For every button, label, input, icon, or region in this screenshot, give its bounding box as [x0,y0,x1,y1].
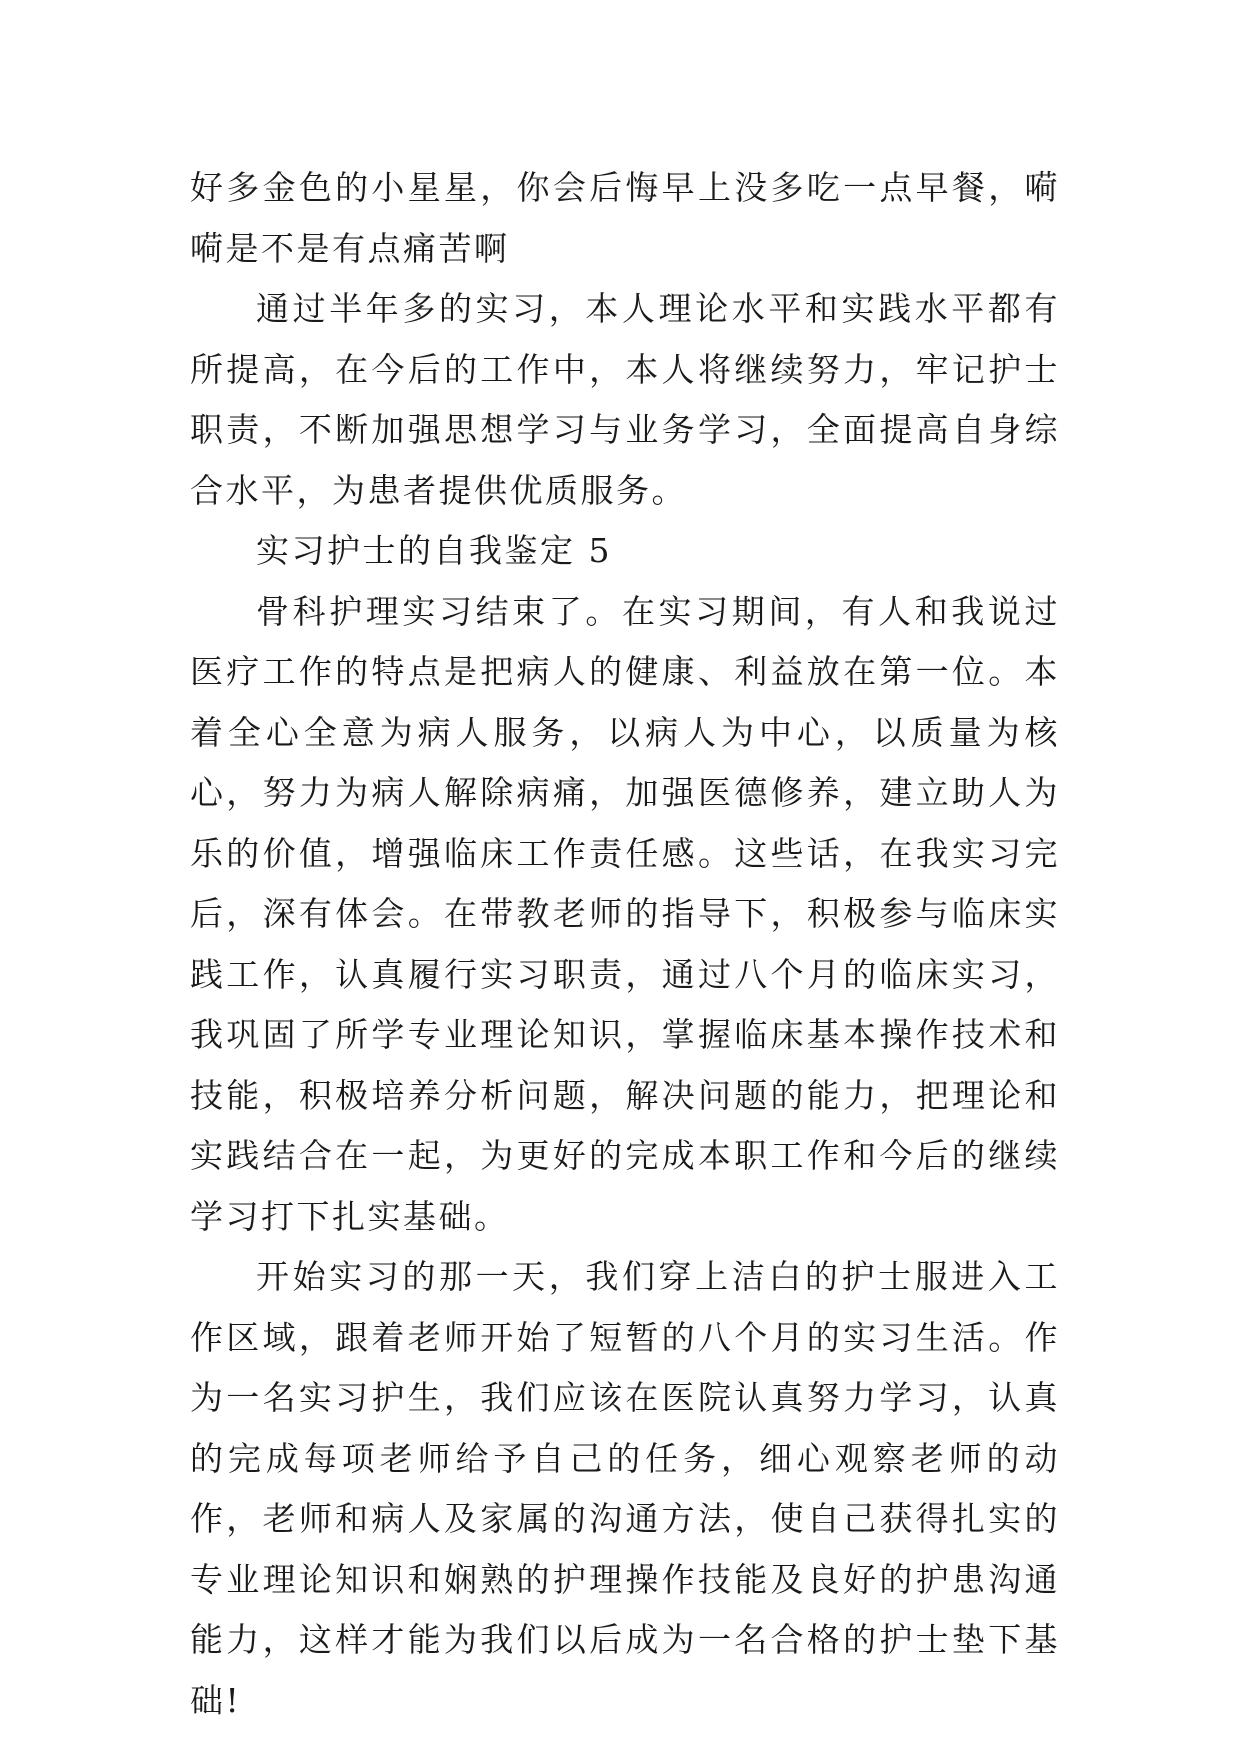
document-body [190,158,1060,1731]
paragraph-orthopedic-internship: 骨科护理实习结束了。在实习期间，有人和我说过医疗工作的特点是把病人的健康、利益放在第一位。本着全心全意为病人服务，以病人为中心，以质量为核心，努力为病人解除病痛，加强医德修养，建立助人为乐的价值，增强临床工作责任感。这些话，在我实习完后，深有体会。在带教老师的指导下，积极参与临床实践工作，认真履行实习职责，通过八个月的临床实习，我巩固了所学专业理论知识，掌握临床基本操作技术和技能，积极培养分析问题，解决问题的能力，把理论和实践结合在一起，为更好的完成本职工作和今后的继续学习打下扎实基础。 [190,591,1060,1236]
paragraph-first-day: 开始实习的那一天，我们穿上洁白的护士服进入工作区域，跟着老师开始了短暂的八个月的实习生活。作为一名实习护生，我们应该在医院认真努力学习，认真的完成每项老师给予自己的任务，细心观察老师的动作，老师和病人及家属的沟通方法，使自己获得扎实的专业理论知识和娴熟的护理操作技能及良好的护患沟通能力，这样才能为我们以后成为一名合格的护士垫下基础! [190,1257,1060,1720]
section-heading: 实习护士的自我鉴定 5 [256,531,612,570]
paragraph-summary: 通过半年多的实习，本人理论水平和实践水平都有所提高，在今后的工作中，本人将继续努力，牢记护士职责，不断加强思想学习与业务学习，全面提高自身综合水平，为患者提供优质服务。 [190,289,1060,510]
paragraph-continuation: 好多金色的小星星，你会后悔早上没多吃一点早餐，嗬嗬是不是有点痛苦啊 [190,168,1060,268]
